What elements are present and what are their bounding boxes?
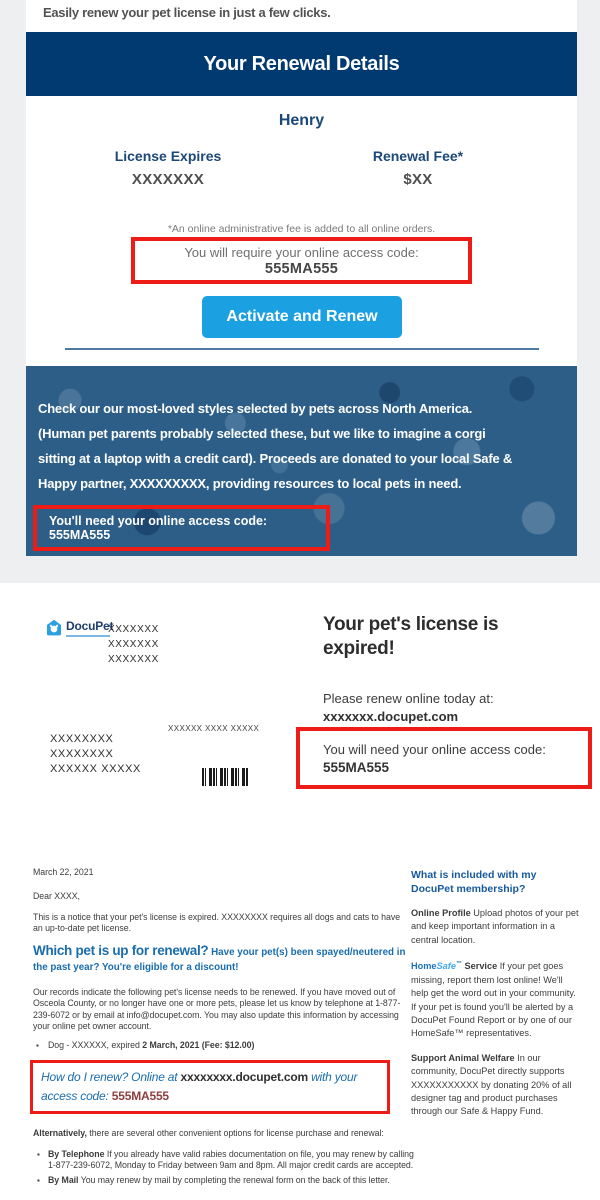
access-code-value: 555MA555 (264, 261, 339, 277)
docupet-tagline-microtext (66, 635, 110, 637)
renew-url: xxxxxxx.docupet.com (323, 709, 459, 724)
animal-welfare-label: Support Animal Welfare (411, 1052, 515, 1063)
promo-text: Check our our most-loved styles selected by pets across North America. (Human pet parents probably selected these, but we like to imagine a corgi sitting at a laptop with a credit card). Proceeds are donated to your local Safe & Happy partner, XXXXXXXXX, providing resources to local pets in need. (38, 401, 513, 491)
letter-access-code-value: 555MA555 (323, 760, 390, 775)
animal-welfare-text: In our community, DocuPet directly supports XXXXXXXXXXX by donating 20% of all designer tag and product purchases through our Safe & Happy Fund. (411, 1052, 572, 1117)
by-mail-bullet (36, 1175, 414, 1186)
online-profile-label: Online Profile (411, 908, 471, 918)
letter-access-code-callout (296, 727, 592, 789)
letter-headline: Your pet's license is expired! (323, 614, 499, 659)
promo-access-code-callout (33, 505, 330, 551)
homesafe-service-label: Service (461, 961, 498, 972)
promo-banner (26, 366, 577, 556)
homesafe-tm-mark: ™ (455, 961, 462, 968)
homesafe-home-label: Home (411, 961, 437, 972)
postal-meter-line: XXXXXX XXXX XXXXX (168, 724, 260, 733)
sender-line: XXXXXXX (108, 654, 159, 665)
sender-line: XXXXXXX (108, 639, 159, 650)
recipient-line: XXXXXXXX (50, 733, 114, 745)
renewal-fee-column (318, 148, 518, 188)
docupet-house-icon (45, 619, 63, 636)
alternative-options-intro (33, 1128, 413, 1139)
license-expires-label: License Expires (114, 148, 222, 164)
homesafe-service-text: If your pet goes missing, report them lost online! We'll help get the word out in your community. If your pet is found you'll be alerted by a DocuPet Found Report or by one of our HomeSafe™ representatives. (411, 961, 576, 1039)
pet-renewal-bullet (36, 1040, 254, 1051)
by-mail-label: By Mail (48, 1174, 79, 1185)
license-expires-value: XXXXXXX (131, 171, 205, 188)
homesafe-safe-label: Safe (436, 961, 456, 972)
pet-bullet-text: Dog - XXXXXX, expired (48, 1040, 143, 1050)
access-code-callout (131, 237, 472, 284)
by-telephone-text: If you already have valid rabies documentation on file, you may renew by calling 1-877-239-6072, Monday to Friday between 9am and 8pm. All major credit cards are accepted. (48, 1149, 414, 1171)
membership-sidebar (411, 868, 581, 1119)
postal-barcode (202, 768, 248, 786)
letter-paragraph-records: Our records indicate the following pet's license needs to be renewed. If you have moved out of Osceola County, or no longer have one or more pets, please let us know by telephone at 1-877-239-6072 or by email at info@docupet.com. You may also update this information by accessing your online pet owner account. (33, 987, 401, 1031)
animal-welfare-item (411, 1052, 581, 1119)
how-to-renew-code: 555MA555 (111, 1089, 169, 1103)
how-to-renew-url: xxxxxxxx.docupet.com (180, 1070, 308, 1084)
letter-date: March 22, 2021 (33, 867, 94, 877)
license-expires-column (68, 148, 268, 188)
by-telephone-bullet (36, 1149, 414, 1172)
recipient-line: XXXXXX XXXXX (50, 763, 141, 775)
renewal-fee-label: Renewal Fee* (372, 148, 464, 164)
online-profile-text: Upload photos of your pet and keep important information in a central location. (411, 908, 579, 945)
alternatively-label: Alternatively, (33, 1128, 87, 1138)
access-code-intro: You will require your online access code: (184, 245, 419, 260)
renewal-question: Which pet is up for renewal? (33, 943, 209, 958)
by-mail-text: You may renew by mail by completing the renewal form on the back of this letter. (78, 1174, 390, 1185)
alternatively-text: there are several other convenient options for license purchase and renewal: (86, 1128, 384, 1138)
recipient-address-block (50, 732, 141, 777)
promo-access-code-text: You'll need your online access code: 555MA555 (49, 514, 268, 542)
sender-line: XXXXXXX (108, 624, 159, 635)
email-intro-text: Easily renew your pet license in just a few clicks. (43, 5, 331, 20)
letter-page (0, 583, 600, 1200)
renewal-fee-value: $XX (403, 171, 433, 188)
recipient-line: XXXXXXXX (50, 748, 114, 760)
pet-name: Henry (278, 112, 325, 129)
renewal-details-header (26, 32, 577, 96)
admin-fee-note: *An online administrative fee is added to all online orders. (167, 223, 436, 235)
activate-and-renew-button[interactable]: Activate and Renew (202, 296, 402, 338)
how-to-renew-text2: with your access code: (41, 1070, 358, 1103)
email-renewal-card (26, 0, 577, 556)
how-to-renew-text: How do I renew? Online at (41, 1070, 181, 1084)
how-to-renew-callout (30, 1060, 390, 1114)
letter-paragraph-notice: This is a notice that your pet's license is expired. XXXXXXXX requires all dogs and cats to have an up-to-date pet license. (33, 912, 401, 934)
homesafe-service-item (411, 958, 581, 1041)
docupet-logo-text-block (66, 619, 113, 637)
membership-heading: What is included with my DocuPet membership? (411, 869, 537, 895)
section-divider (65, 348, 539, 350)
renewal-details-title: Your Renewal Details (203, 52, 400, 75)
letter-access-code-intro: You will need your online access code: (323, 742, 546, 757)
renew-online-prompt: Please renew online today at: (323, 691, 494, 706)
sender-address-block (108, 622, 159, 667)
online-profile-item (411, 907, 581, 947)
docupet-brand-text: DocuPet (66, 619, 114, 633)
pet-bullet-date-fee: 2 March, 2021 (Fee: $12.00) (142, 1040, 255, 1050)
by-telephone-label: By Telephone (48, 1149, 105, 1159)
renewal-discount-note: Have your pet(s) been spayed/neutered in the past year? You're eligible for a discount! (33, 947, 406, 973)
docupet-logo (45, 619, 113, 637)
renewal-question-heading (33, 944, 411, 974)
letter-salutation: Dear XXXX, (33, 891, 80, 901)
renewal-options-list (36, 1149, 414, 1189)
